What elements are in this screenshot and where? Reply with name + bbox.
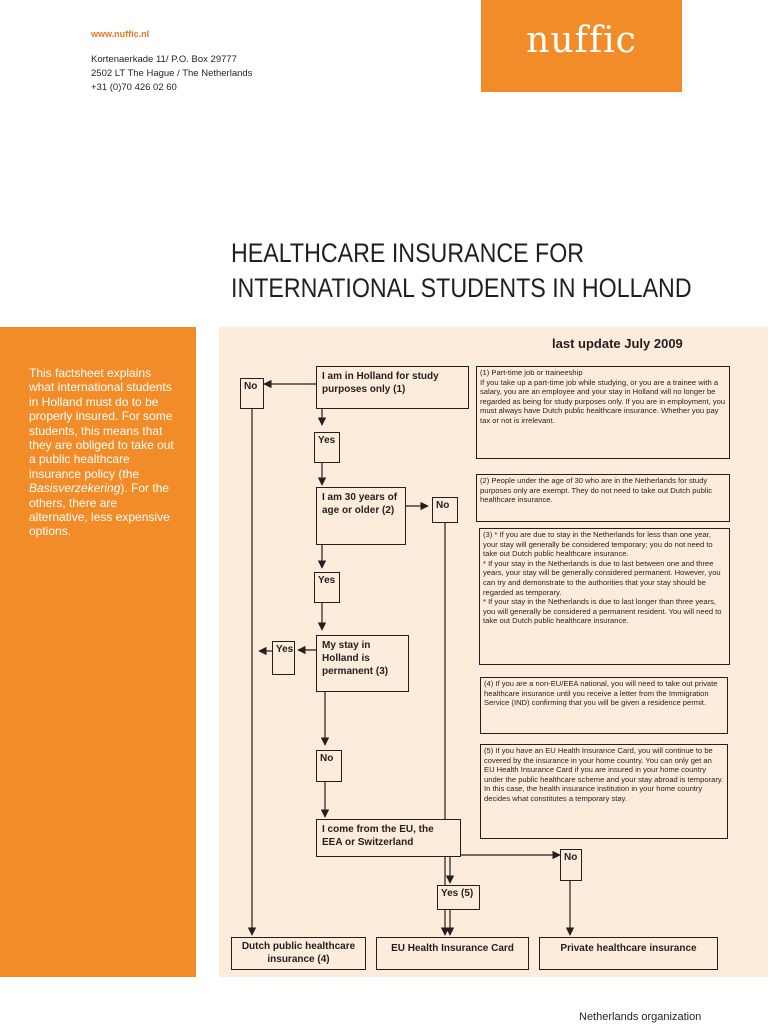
label-no-1: No <box>240 378 264 409</box>
footnote-2: (2) People under the age of 30 who are in the Netherlands for study purposes only are exempt. They do not need to take out Dutch public healthcare insurance. <box>476 474 730 522</box>
footnote-4: (4) If you are a non-EU/EEA national, you will need to take out private healthcare insurance until you receive a letter from the Immigration Service (IND) confirming that you will be given a residence permit. <box>480 677 728 734</box>
question-age-30: I am 30 years of age or older (2) <box>316 487 406 545</box>
footnote-5: (5) If you have an EU Health Insurance Card, you will continue to be covered by the insurance in your home country. You can only get an EU Health Insurance Card if you are insured in your home country under the public healthcare scheme and your stay abroad is temporary. In this case, the health insurance institution in your home country decides what constitutes a temporary stay. <box>480 744 728 839</box>
phone-number: +31 (0)70 426 02 60 <box>91 82 177 93</box>
label-no-3: No <box>316 750 342 782</box>
question-study-purposes: I am in Holland for study purposes only (1) <box>316 366 469 409</box>
title-line-1: HEALTHCARE INSURANCE FOR <box>231 238 585 268</box>
intro-emphasis: Basisverzekering <box>29 481 121 496</box>
outcome-dutch-public-insurance: Dutch public healthcare insurance (4) <box>231 937 366 970</box>
label-yes-2: Yes <box>314 572 340 603</box>
logo-text: nuffic <box>526 20 637 61</box>
label-yes-3: Yes <box>272 641 295 675</box>
question-eu-eea: I come from the EU, the EEA or Switzerland <box>316 819 461 857</box>
outcome-private-insurance: Private healthcare insurance <box>539 937 718 970</box>
label-no-2: No <box>432 497 458 523</box>
address-line-2: 2502 LT The Hague / The Netherlands <box>91 68 253 79</box>
footnote-1: (1) Part-time job or traineeship If you take up a part-time job while studying, or you are a trainee with a salary, you are an employee and your stay in Holland will no longer be regarded as being for study purposes only. If you are in employment, you must always have Dutch public healthcare insurance. Whether you pay tax or not is irrelevant. <box>476 366 730 459</box>
intro-after: ). For the others, there are alternative, less expensive options. <box>29 481 170 539</box>
site-url[interactable]: www.nuffic.nl <box>91 29 150 39</box>
label-yes-1: Yes <box>314 432 340 463</box>
footnote-3: (3) * If you are due to stay in the Netherlands for less than one year, your stay will generally be considered temporary; you do not need to take out Dutch public healthcare insurance. * If your stay in the Netherlands is due to last between one and three years, your stay will be generally considered permanent. However, you can try and demonstrate to the authorities that your stay should be regarded as temporary. * If your stay in the Netherlands is due to last longer than three years, you will generally be considered a permanent resident. You will need to take out Dutch public healthcare insurance. <box>479 528 730 665</box>
address-line-1: Kortenaerkade 11/ P.O. Box 29777 <box>91 54 237 65</box>
question-stay-permanent: My stay in Holland is permanent (3) <box>316 635 409 692</box>
outcome-eu-health-card: EU Health Insurance Card <box>376 937 529 970</box>
label-no-4: No <box>560 849 582 881</box>
label-yes-5: Yes (5) <box>437 885 480 910</box>
footer-organization: Netherlands organization <box>579 1011 702 1023</box>
title-line-2: INTERNATIONAL STUDENTS IN HOLLAND <box>231 273 692 303</box>
last-update: last update July 2009 <box>552 336 683 351</box>
intro-before: This factsheet explains what international students in Holland must do to be properly insured. For some students, this means that they are obliged to take out a public healthcare insurance policy (the <box>29 366 174 481</box>
